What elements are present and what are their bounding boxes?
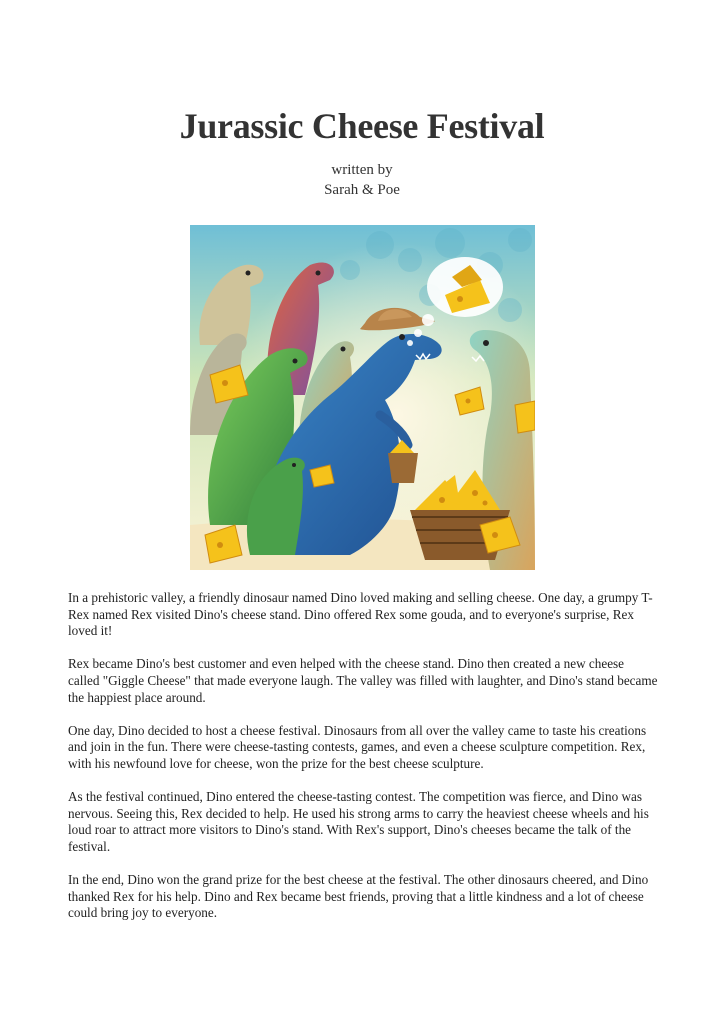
byline [0,160,724,200]
page-title: Jurassic Cheese Festival [179,106,545,146]
byline-written-by: written by [331,162,393,178]
story-paragraph-5: In the end, Dino won the grand prize for the best cheese at the festival. The other dinosaurs cheered, and Dino thanked Rex for his help. Dino and Rex became best friends, proving that a little kindness and a lot of cheese could bring joy to everyone. [68,872,649,921]
byline-authors: Sarah & Poe [324,182,400,198]
story-paragraph-1: In a prehistoric valley, a friendly dinosaur named Dino loved making and selling cheese. One day, a grumpy T-Rex named Rex visited Dino's cheese stand. Dino offered Rex some gouda, and to everyone's surprise, Rex loved it! [68,590,653,639]
story-paragraph-4: As the festival continued, Dino entered the cheese-tasting contest. The competition was fierce, and Dino was nervous. Seeing this, Rex decided to help. He used his strong arms to carry the heaviest cheese wheels and his loud roar to attract more visitors to Dino's stand. With Rex's support, Dino's cheeses became the talk of the festival. [68,789,649,854]
story-paragraph-2: Rex became Dino's best customer and even helped with the cheese stand. Dino then created a new cheese called "Giggle Cheese" that made everyone laugh. The valley was filled with laughter, and Dino's stand became the happiest place around. [68,656,658,705]
story-paragraph-3: One day, Dino decided to host a cheese festival. Dinosaurs from all over the valley came to taste his creations and join in the fun. There were cheese-tasting contests, games, and even a cheese sculpture competition. Rex, with his newfound love for cheese, won the prize for the best cheese sculpture. [68,722,647,771]
story-text [68,590,658,938]
dinosaur-cheese-illustration [190,225,535,570]
